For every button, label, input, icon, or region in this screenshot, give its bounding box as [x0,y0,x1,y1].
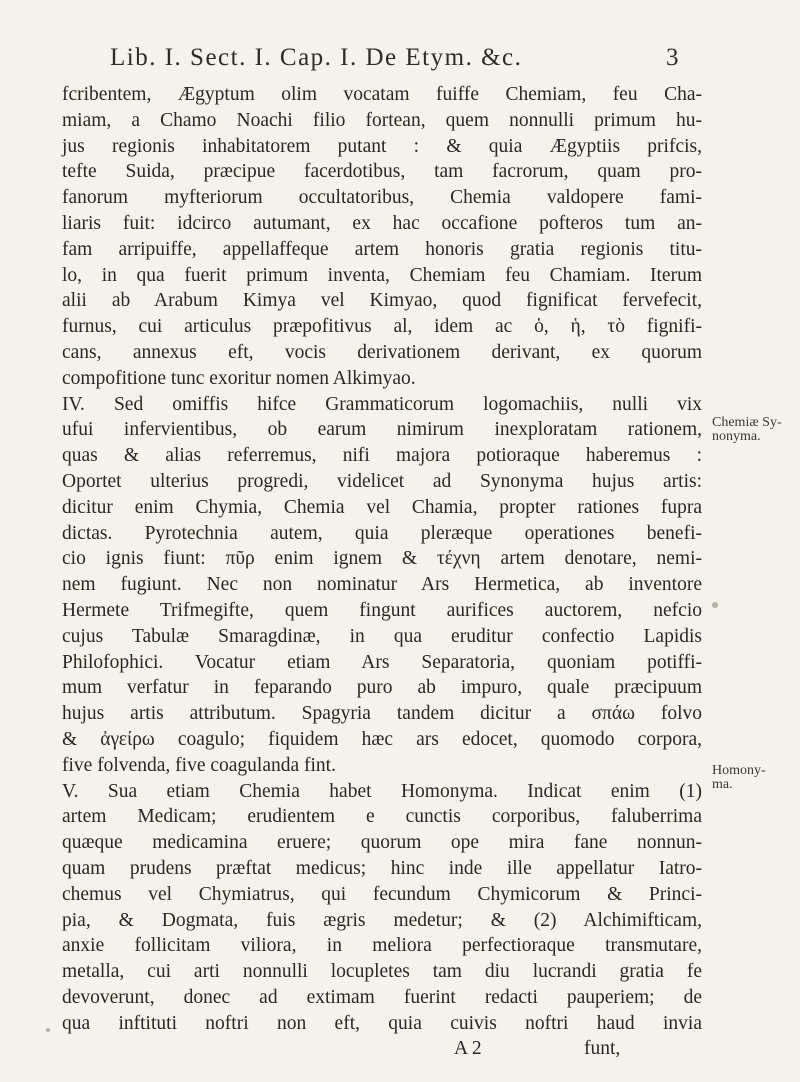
text-line: anxie follicitam viliora, in meliora perfectioraque transmutare, [62,935,702,957]
text-line: jus regionis inhabitatorem putant : & quia Ægyptiis prifcis, [62,135,702,157]
text-line: & ἀγείρω coagulo; fiquidem hæc ars edocet, quomodo corpora, [62,728,702,750]
text-line: artem Medicam; erudientem e cunctis corporibus, faluberrima [62,806,702,828]
text-line: Philofophici. Vocatur etiam Ars Separatoria, quoniam potiffi- [62,651,702,673]
text-line: hujus artis attributum. Spagyria tandem dicitur a σπάω folvo [62,703,702,725]
text-line: tefte Suida, præcipue facerdotibus, tam facrorum, quam pro- [62,161,702,183]
text-line: devoverunt, donec ad extimam fuerint redacti pauperiem; de [62,986,702,1008]
running-header [80,44,680,80]
text-line: quæque medicamina eruere; quorum ope mira fane nonnun- [62,832,702,854]
text-line: miam, a Chamo Noachi filio fortean, quem nonnulli primum hu- [62,109,702,131]
paper-speck [712,602,718,608]
text-line: liaris fuit: idcirco autumant, ex hac occafione pofteros tum an- [62,212,702,234]
text-line: furnus, cui articulus præpofitivus al, idem ac ὁ, ἡ, τὸ fignifi- [62,316,702,338]
text-line: alii ab Arabum Kimya vel Kimyao, quod fignificat fervefecit, [62,290,702,312]
text-line: pia, & Dogmata, fuis ægris medetur; & (2) Alchimifticam, [62,909,702,931]
marginal-note-line: nonyma. [712,429,761,444]
marginal-note-homonyma [712,764,782,792]
text-line: fcribentem, Ægyptum olim vocatam fuiffe Chemiam, feu Cha- [62,84,702,105]
text-line: fam arripuiffe, appellaffeque artem honoris gratia regionis titu- [62,238,702,260]
text-line: cans, annexus eft, vocis derivationem derivant, ex quorum [62,341,702,363]
text-line: dictas. Pyrotechnia autem, quia pleræque operationes benefi- [62,522,702,544]
text-line: cujus Tabulæ Smaragdinæ, in qua eruditur confectio Lapidis [62,625,702,647]
text-line: lo, in qua fuerit primum inventa, Chemiam feu Chamiam. Iterum [62,264,702,286]
marginal-note-synonyma [712,416,782,444]
text-line: compofitione tunc exoritur nomen Alkimyao. [62,367,416,389]
text-line: Hermete Trifmegifte, quem fingunt aurifices auctorem, nefcio [62,599,702,621]
paper-speck [46,1028,50,1032]
signature-line [62,1036,702,1062]
text-line: metalla, cui arti nonnulli locupletes tam diu lucrandi gratia fe [62,961,702,983]
text-line: V. Sua etiam Chemia habet Homonyma. Indicat enim (1) [62,780,702,802]
text-line: Oportet ulterius progredi, videlicet ad Synonyma hujus artis: [62,470,702,492]
text-line: IV. Sed omiffis hifce Grammaticorum logomachiis, nulli vix [62,393,702,415]
text-line: nem fugiunt. Nec non nominatur Ars Hermetica, ab inventore [62,574,702,596]
text-line: fanorum myfteriorum occultatoribus, Chemia valdopere fami- [62,187,702,209]
text-line: quam prudens præftat medicus; hinc inde ille appellatur Iatro- [62,857,702,879]
text-line: five folvenda, five coagulanda fint. [62,754,336,776]
marginal-note-line: ma. [712,777,733,792]
text-line: quas & alias referremus, nifi majora potioraque haberemus : [62,445,702,467]
main-text [62,82,702,1062]
marginal-note-line: Homony- [712,763,766,778]
signature-mark: A 2 [454,1038,482,1060]
text-line: cio ignis fiunt: πῦρ enim ignem & τέχνη artem denotare, nemi- [62,548,702,570]
marginal-note-line: Chemiæ Sy- [712,415,782,430]
running-title: Lib. I. Sect. I. Cap. I. De Etym. &c. [110,44,523,71]
text-line: chemus vel Chymiatrus, qui fecundum Chymicorum & Princi- [62,883,702,905]
text-line: mum verfatur in feparando puro ab impuro, quale præcipuum [62,677,702,699]
page-number: 3 [666,44,680,71]
text-line: dicitur enim Chymia, Chemia vel Chamia, propter rationes fupra [62,496,702,518]
text-line: ufui infervientibus, ob earum nimirum inexploratam rationem, [62,419,702,441]
text-line: qua inftituti noftri non eft, quia cuivis noftri haud invia [62,1012,702,1034]
catchword: funt, [584,1038,621,1060]
